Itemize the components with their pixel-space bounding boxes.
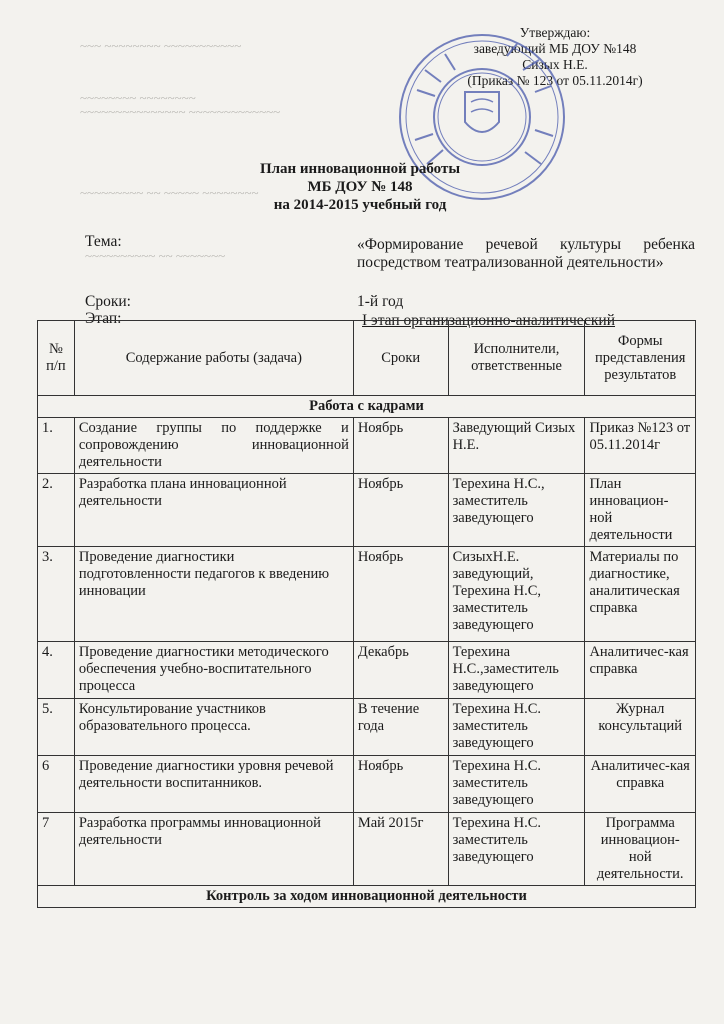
cell-term: В течение года [353, 699, 448, 756]
plan-table [37, 320, 696, 908]
table-row [38, 418, 696, 474]
bleed-through-text: ~~~~~~~~ ~~~~~~~~ [80, 90, 196, 105]
section-title: Контроль за ходом инновационной деятельности [38, 886, 696, 908]
cell-task: Разработка программы инновационной деятельности [74, 813, 353, 886]
approval-line: Утверждаю: [519, 25, 591, 40]
cell-term: Май 2015г [353, 813, 448, 886]
table-row [38, 474, 696, 547]
cell-result: Журнал консультаций [585, 699, 696, 756]
bleed-through-text: ~~~~~~~~~~~~~~~ ~~~~~~~~~~~~~ [80, 104, 281, 119]
cell-task: Проведение диагностики методического обеспечения учебно-воспитательного процесса [74, 642, 353, 699]
title-line: МБ ДОУ № 148 [307, 179, 413, 195]
cell-term: Ноябрь [353, 418, 448, 474]
cell-result: Приказ №123 от 05.11.2014г [585, 418, 696, 474]
cell-task: Разработка плана инновационной деятельности [74, 474, 353, 547]
cell-exec: СизыхН.Е. заведующий, Терехина Н.С, заместитель заведующего [448, 547, 585, 642]
topic-label: Тема: [85, 233, 122, 250]
cell-exec: Терехина Н.С. заместитель заведующего [448, 813, 585, 886]
cell-exec: Терехина Н.С. заместитель заведующего [448, 699, 585, 756]
title-line: на 2014-2015 учебный год [273, 197, 447, 213]
cell-task: Проведение диагностики подготовленности педагогов к введению инновации [74, 547, 353, 642]
header-result: Формы представления результатов [585, 321, 696, 396]
table-row [38, 642, 696, 699]
bleed-through-text: ~~~~~~~~~~ ~~ ~~~~~~~ [85, 248, 226, 263]
approval-line: заведующий МБ ДОУ №148 [473, 41, 637, 56]
cell-result: Аналитичес-кая справка [585, 642, 696, 699]
cell-no: 6 [38, 756, 75, 813]
table-header-row [38, 321, 696, 396]
bleed-through-text: ~~~ ~~~~~~~~ ~~~~~~~~~~~ [80, 38, 242, 53]
cell-term: Ноябрь [353, 547, 448, 642]
cell-task: Создание группы по поддержке и сопровождению инновационной деятельности [74, 418, 353, 474]
section-row [38, 886, 696, 908]
cell-result: План инновацион-ной деятельности [585, 474, 696, 547]
header-term: Сроки [353, 321, 448, 396]
header-exec: Исполнители, ответственные [448, 321, 585, 396]
term-value: 1-й год [357, 293, 404, 310]
approval-line: Сизых Н.Е. [522, 57, 588, 72]
header-task: Содержание работы (задача) [74, 321, 353, 396]
cell-result: Программа инновацион-ной деятельности. [585, 813, 696, 886]
cell-term: Декабрь [353, 642, 448, 699]
cell-no: 5. [38, 699, 75, 756]
approval-line: (Приказ № 123 от 05.11.2014г) [467, 73, 643, 88]
cell-term: Ноябрь [353, 756, 448, 813]
cell-no: 1. [38, 418, 75, 474]
topic-value: «Формирование речевой культуры ребенка посредством театрализованной деятельности» [357, 236, 695, 271]
table-row [38, 813, 696, 886]
cell-no: 4. [38, 642, 75, 699]
table-row [38, 756, 696, 813]
stage-label: Этап: [85, 310, 122, 327]
table-row [38, 547, 696, 642]
cell-exec: Терехина Н.С., заместитель заведующего [448, 474, 585, 547]
title-line: План инновационной работы [259, 161, 461, 177]
header-no: № п/п [38, 321, 75, 396]
cell-task: Проведение диагностики уровня речевой деятельности воспитанников. [74, 756, 353, 813]
cell-term: Ноябрь [353, 474, 448, 547]
term-label: Сроки: [85, 293, 131, 310]
cell-task: Консультирование участников образовательного процесса. [74, 699, 353, 756]
bleed-through-text: ~~~~~~~~~ ~~ ~~~~~ ~~~~~~~~ [80, 185, 259, 200]
document-title [150, 160, 570, 214]
cell-exec: Заведующий Сизых Н.Е. [448, 418, 585, 474]
cell-result: Аналитичес-кая справка [585, 756, 696, 813]
stage-value: I этап организационно-аналитический [362, 312, 616, 329]
section-title: Работа с кадрами [38, 396, 696, 418]
cell-exec: Терехина Н.С.,заместитель заведующего [448, 642, 585, 699]
cell-no: 7 [38, 813, 75, 886]
cell-no: 3. [38, 547, 75, 642]
table-row [38, 699, 696, 756]
cell-no: 2. [38, 474, 75, 547]
section-row [38, 396, 696, 418]
cell-result: Материалы по диагностике, аналитическая справка [585, 547, 696, 642]
cell-exec: Терехина Н.С. заместитель заведующего [448, 756, 585, 813]
